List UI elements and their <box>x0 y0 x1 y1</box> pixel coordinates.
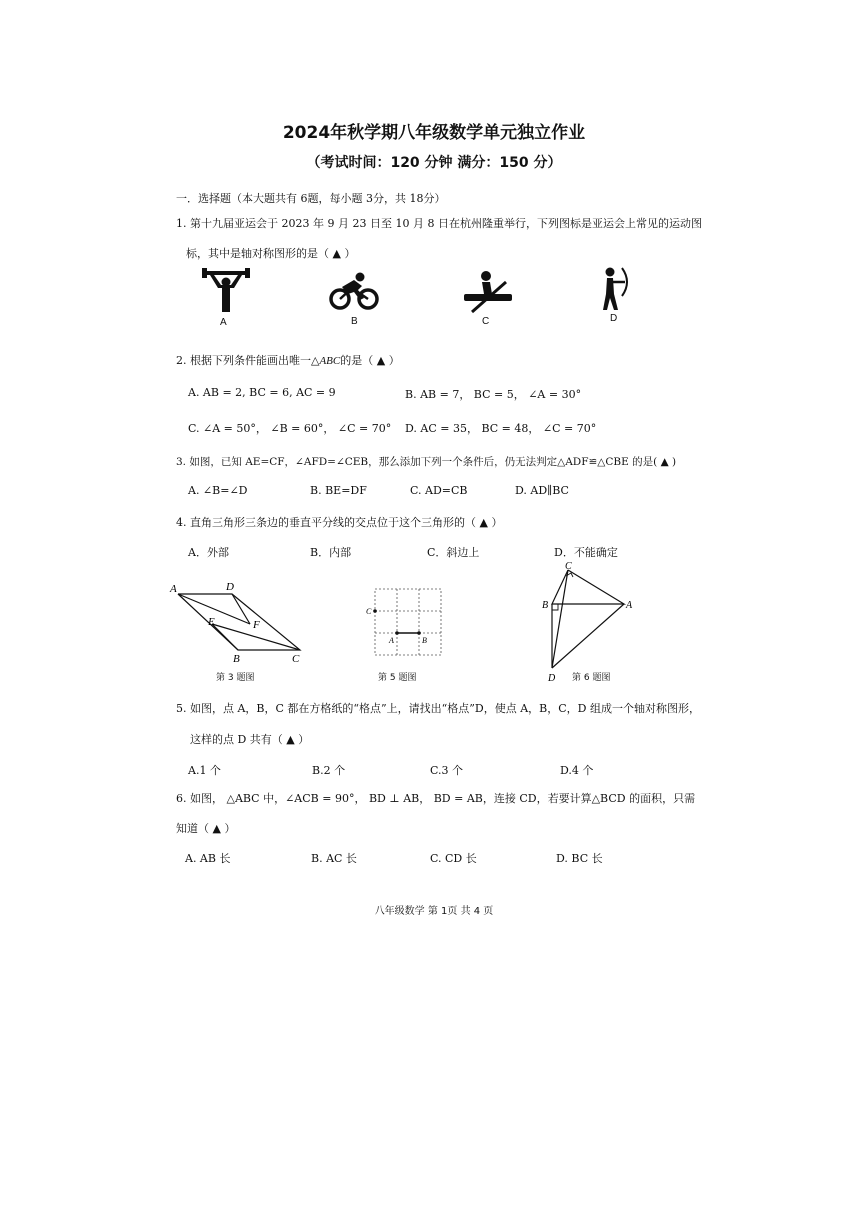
figure-6 <box>538 560 638 684</box>
q1-label-b: B <box>351 316 358 327</box>
q6-option-b: B. AC 长 <box>311 852 357 865</box>
fig5-point-c: C <box>366 607 372 616</box>
q1-label-d: D <box>610 313 618 324</box>
fig3-point-f: F <box>253 619 260 631</box>
q6-option-a: A. AB 长 <box>185 852 231 865</box>
exam-info: （考试时间：120 分钟 满分：150 分） <box>306 155 562 171</box>
q2-option-c: C. ∠A = 50°， ∠B = 60°， ∠C = 70° <box>188 422 392 435</box>
q3-option-c: C. AD=CB <box>410 484 468 497</box>
q5-stem-line2: 这样的点 D 共有（ ▲ ） <box>190 733 310 746</box>
figure-3 <box>168 578 313 668</box>
q5-option-d: D.4 个 <box>560 764 594 777</box>
fig3-point-e: E <box>208 616 215 628</box>
q2-triangle: △ABC <box>311 355 341 367</box>
fig3-point-d: D <box>226 581 234 593</box>
q4-option-a: A．外部 <box>188 546 229 559</box>
q2-stem <box>176 352 400 368</box>
fig3-quad <box>178 594 300 650</box>
q3-option-b: B. BE=DF <box>310 484 367 497</box>
fig5-caption: 第 5 题图 <box>378 673 417 683</box>
fig6-point-b: B <box>542 600 549 611</box>
figure-5 <box>365 583 447 661</box>
q2-option-b: B. AB = 7， BC = 5， ∠A = 30° <box>405 388 582 401</box>
q5-option-c: C.3 个 <box>430 764 464 777</box>
q2-stem-text: 2. 根据下列条件能画出唯一 <box>176 354 311 367</box>
fig3-point-b: B <box>233 653 240 665</box>
q4-option-b: B．内部 <box>310 546 352 559</box>
q3-option-a: A. ∠B=∠D <box>188 484 248 497</box>
page-footer: 八年级数学 第 1页 共 4 页 <box>374 906 494 917</box>
q5-option-b: B.2 个 <box>312 764 346 777</box>
q6-option-d: D. BC 长 <box>556 852 603 865</box>
q6-stem-line1: 6. 如图， △ABC 中，∠ACB = 90°， BD ⊥ AB， BD = AB，连接 CD，若要计算△BCD 的面积，只需 <box>176 792 696 805</box>
fig6-point-a: A <box>626 600 633 611</box>
q3-stem: 3. 如图，已知 AE=CF，∠AFD=∠CEB，那么添加下列一个条件后，仍无法判定△ADF≌△CBE 的是( ▲ ) <box>176 456 677 468</box>
q4-stem: 4. 直角三角形三条边的垂直平分线的交点位于这个三角形的（ ▲ ） <box>176 516 503 529</box>
rowing-icon <box>462 268 514 314</box>
q2-stem-end: 的是（ ▲ ） <box>340 354 400 367</box>
q5-option-a: A.1 个 <box>188 764 221 777</box>
fig5-point-a: A <box>389 636 394 645</box>
fig5-point-b: B <box>422 636 427 645</box>
q1-label-a: A <box>220 317 227 328</box>
q6-option-c: C. CD 长 <box>430 852 477 865</box>
q2-option-d: D. AC = 35， BC = 48， ∠C = 70° <box>405 422 597 435</box>
fig6-point-c: C <box>565 561 572 572</box>
page-title: 2024年秋学期八年级数学单元独立作业 <box>282 123 586 143</box>
fig6-point-d: D <box>548 673 556 684</box>
q1-stem-line2: 标，其中是轴对称图形的是（ ▲ ） <box>186 247 356 260</box>
q1-stem-line1: 1. 第十九届亚运会于 2023 年 9 月 23 日至 10 月 8 日在杭州隆重举行，下列图标是亚运会上常见的运动图 <box>176 217 702 230</box>
weightlifting-icon <box>200 268 252 314</box>
fig6-caption: 第 6 题图 <box>572 673 611 683</box>
fig3-point-c: C <box>292 653 300 665</box>
q6-stem-line2: 知道（ ▲ ） <box>176 822 236 835</box>
q2-option-a: A. AB = 2, BC = 6, AC = 9 <box>188 386 336 399</box>
fig3-point-a: A <box>170 583 177 595</box>
q4-option-c: C．斜边上 <box>427 546 480 559</box>
cycling-icon <box>328 272 380 312</box>
q5-stem-line1: 5. 如图，点 A，B，C 都在方格纸的“格点”上，请找出“格点”D，使点 A，B，C，D 组成一个轴对称图形， <box>176 702 700 715</box>
q4-option-d: D．不能确定 <box>554 546 618 559</box>
fig3-caption: 第 3 题图 <box>216 673 255 683</box>
archery-icon <box>598 266 632 312</box>
q1-label-c: C <box>482 316 490 327</box>
section-heading: 一．选择题（本大题共有 6题，每小题 3分，共 18分） <box>176 192 446 205</box>
q3-option-d: D. AD∥BC <box>515 484 569 497</box>
